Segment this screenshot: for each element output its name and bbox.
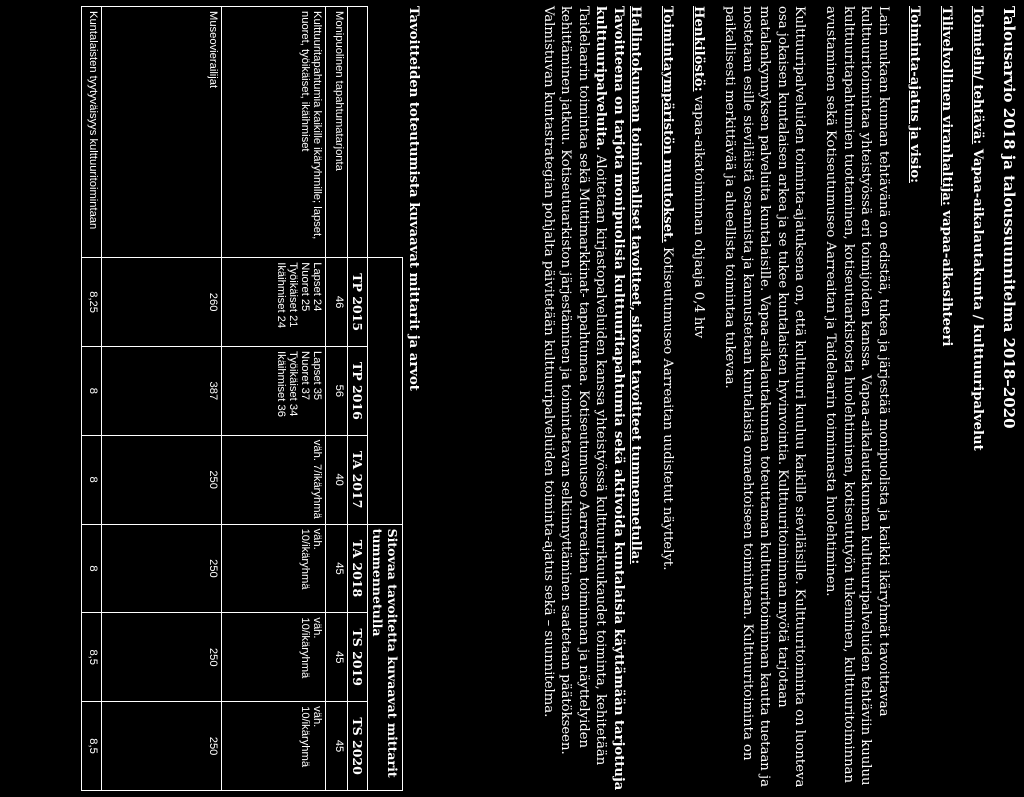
row-label: Monipuolinen tapahtumatarjonta: [326, 7, 348, 258]
viranhaltija-value: vapaa-aikasihteeri: [938, 205, 954, 347]
table-title: Tavoitteiden toteutumista kuvaavat mittarit ja arvot: [406, 6, 421, 391]
cell: 46: [326, 258, 348, 347]
cell: väh. 10/ikäryhmä: [222, 524, 326, 613]
cell: 8: [82, 524, 102, 613]
toimintaymparisto-label: Toimintaympäristön muutokset.: [659, 6, 675, 243]
row-label: Kuntalaisten tyytyväisyys kulttuuritoimintaan: [82, 7, 102, 258]
toimielin-label: Toimielin/ tehtävä:: [970, 6, 985, 145]
toimielin-value: Vapaa-aikalautakunta / kulttuuripalvelut: [970, 144, 985, 451]
toiminta-heading: Toiminta-ajatus ja visio:: [907, 6, 923, 183]
cell: 45: [326, 524, 348, 613]
cell: 250: [102, 524, 222, 613]
hallinto-paragraph: [540, 6, 627, 791]
metrics-table: [81, 6, 403, 791]
hallinto-bold-text: Tavoitteena on tarjota monipuolisia kulttuuritapahtumia sekä aktivoida kuntalaisia käyttämään tarjottuja kulttuuripalveluita.: [593, 6, 626, 791]
col-header: TP 2016: [348, 347, 368, 436]
cell: 8,25: [82, 258, 102, 347]
toiminta-para1: [822, 6, 892, 791]
cell: 8,5: [82, 613, 102, 702]
col-header: TA 2017: [348, 435, 368, 524]
document-body: [526, 6, 1018, 791]
hallinto-text: Aloitetaan kirjastopalveluiden kanssa yhteistyössä kulttuurikuukaudet toiminta, kehitetään Taidelaarin toimintaa sekä Muttimarkkinat- tapahtumaa. Kotiseutumuseo Aarreaitan toiminnan ja näyttelyiden kehittäminen jatkuu. Kotiseutuarkiston järjestäminen ja toimintatavan selkiinnyttäminen saatetaan päätökseen. Valmistuvan kuntastrategian pohjalta päivitetään kulttuuripalveluiden toiminta-ajatus sekä – suunnitelma.: [540, 6, 609, 766]
document-title: Talousarvio 2018 ja taloussuunnitelma 2018–2020: [1000, 6, 1018, 429]
table-row: [326, 7, 348, 791]
cell: 8: [82, 347, 102, 436]
viranhaltija-label: Tilivelvollinen viranhaltija:: [938, 6, 954, 206]
henkilosto-label: Henkilöstö:: [690, 6, 706, 92]
cell: 8: [82, 435, 102, 524]
table-row: [222, 7, 326, 791]
toiminta-para2-text: Kulttuuripalveluiden toiminta-ajatuksena on, että kulttuuri kuuluu kaikille sieviläisille. Kulttuuritoiminta on luonteva osa jokaisen kuntalaisen arkea ja se tukee kuntalaisten hyvinvointia. Kulttuuritoiminnan myötä tarjotaan matalankynnyksen palveluita kuntalaisille. Vapaa-aikalautakunnan toteuttaman kulttuuritoiminnan kautta tuetaan ja nostetaan esille sieviläistä osaamista ja kannustetaan kuntalaisia omaehtoiseen toimintaan. Kulttuuritoiminta on paikallisesti merkittävää ja alueellista toimintaa tukevaa.: [722, 6, 808, 788]
cell: 45: [326, 702, 348, 791]
cell: Lapset 24 Nuoret 25 Työikäiset 21 Ikäihmiset 24: [222, 258, 326, 347]
col-header: TP 2015: [348, 258, 368, 347]
cell: 56: [326, 347, 348, 436]
cell: 250: [102, 435, 222, 524]
row-label: Kulttuuritapahtumia kaikille ikäryhmille; lapset, nuoret, työikäiset, ikäihmiset: [222, 7, 326, 258]
col-header: TS 2020: [348, 702, 368, 791]
row-label: Museovierailijat: [102, 7, 222, 258]
cell: väh. 7/ikäryhmä: [222, 435, 326, 524]
henkilosto-value: vapaa-aikatoiminnan ohjaaja 0,4 htv: [690, 91, 706, 339]
cell: 250: [102, 702, 222, 791]
cell: 8,5: [82, 702, 102, 791]
col-header: TA 2018: [348, 524, 368, 613]
toimintaymparisto-value: Kotiseutumuseo Aarreaitan uudistetut näyttelyt.: [659, 242, 675, 571]
hallinto-heading: Hallintokunnan toiminnalliset tavoitteet, sitovat tavoitteet tummennetulla:: [628, 6, 644, 565]
toiminta-para1-text: Lain mukaan kunnan tehtävänä on edistää, tukea ja järjestää monipuolista ja kaikki ikäryhmät tavoittavaa kulttuuritoimintaa yhteistyössä eri toimijoiden kanssa. Vapaa-aikalautakunnan kulttuuripalveluiden tehtäviin kuuluu kulttuuritapahtumien tuottaminen, kotiseutuarkistosta huolehtiminen, kotiseututyön tukeminen, kulttuuritoiminnan avustaminen sekä Kotiseutumuseo Aarreaitan ja Taidelaarin toiminnasta huolehtiminen.: [823, 6, 891, 786]
henkilosto-line: [690, 6, 707, 791]
toiminta-section: [906, 6, 923, 791]
toiminta-para2: [721, 6, 808, 791]
table-corner: [368, 7, 403, 258]
hallinto-section: [540, 6, 645, 791]
table-row: [82, 7, 102, 791]
table-header-empty: [348, 7, 368, 258]
cell: 45: [326, 613, 348, 702]
table-header-note: Sitovaa tavoitetta kuvaavat mittarit tummennetulla: [368, 524, 403, 790]
metrics-table-block: [1, 6, 421, 791]
table-row: [102, 7, 222, 791]
cell: 40: [326, 435, 348, 524]
cell: 250: [102, 613, 222, 702]
cell: 260: [102, 258, 222, 347]
toimintaymparisto-line: [658, 6, 675, 791]
table-header-spacer: [368, 258, 403, 524]
cell: 387: [102, 347, 222, 436]
col-header: TS 2019: [348, 613, 368, 702]
table-header-row: [348, 7, 368, 791]
cell: väh. 10/ikäryhmä: [222, 702, 326, 791]
viranhaltija-line: [937, 6, 954, 791]
table-header-note-row: [368, 7, 403, 791]
cell: väh. 10/ikäryhmä: [222, 613, 326, 702]
toimielin-line: [969, 6, 986, 791]
cell: Lapset 35 Nuoret 37 Työikäiset 34 Ikäihmiset 36: [222, 347, 326, 436]
